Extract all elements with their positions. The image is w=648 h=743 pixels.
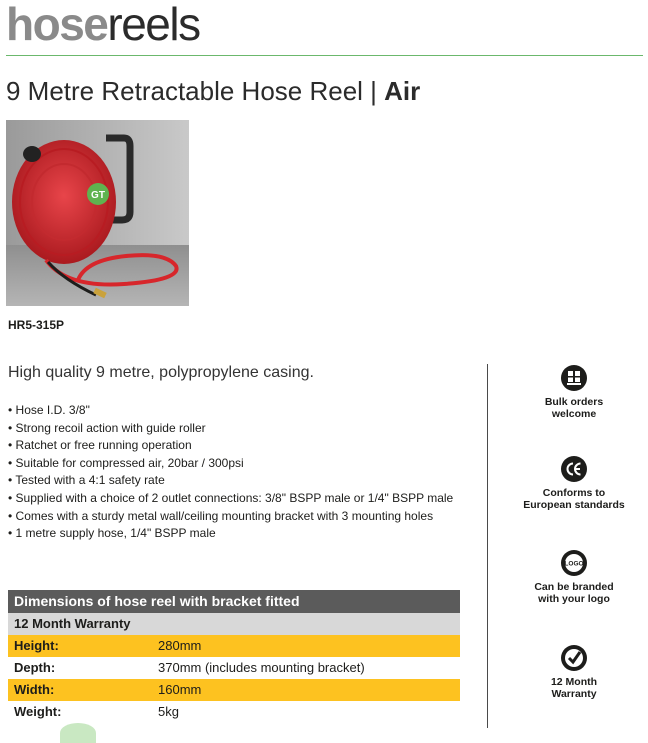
brand-part-hose: hose [6, 0, 108, 50]
brand-logo [6, 0, 200, 54]
brand-part-reels: reels [107, 0, 200, 50]
checkmark-badge-icon [560, 644, 588, 672]
list-item: • Suitable for compressed air, 20bar / 300psi [8, 455, 453, 473]
list-item: • 1 metre supply hose, 1/4" BSPP male [8, 525, 453, 543]
decorative-green-shape [60, 723, 96, 743]
ce-mark-icon [560, 455, 588, 483]
dimensions-table [8, 590, 460, 723]
list-item: • Ratchet or free running operation [8, 437, 453, 455]
feature-bulk-orders [500, 364, 648, 420]
list-item: • Strong recoil action with guide roller [8, 420, 453, 438]
feature-label: Can be branded with your logo [534, 581, 614, 605]
title-main: 9 Metre Retractable Hose Reel | [6, 76, 385, 106]
list-item: • Hose I.D. 3/8" [8, 402, 453, 420]
hose-reel-image [6, 120, 189, 306]
header-rule [6, 55, 643, 56]
table-row: Weight: 5kg [14, 704, 179, 719]
feature-label: Conforms to European standards [523, 487, 625, 511]
feature-warranty [500, 644, 648, 700]
table-row: Depth: 370mm (includes mounting bracket) [14, 660, 365, 675]
feature-branding [500, 549, 648, 605]
title-bold: Air [384, 76, 421, 106]
feature-label: 12 Month Warranty [550, 676, 598, 700]
feature-list [8, 402, 453, 543]
product-photo [6, 120, 189, 306]
page-title [6, 76, 420, 107]
feature-label: Bulk orders welcome [544, 396, 604, 420]
list-item: • Supplied with a choice of 2 outlet connections: 3/8" BSPP male or 1/4" BSPP male [8, 490, 453, 508]
dimensions-heading: Dimensions of hose reel with bracket fitted [8, 590, 460, 613]
warranty-row: 12 Month Warranty [8, 613, 460, 635]
product-sku: HR5-315P [8, 318, 65, 332]
svg-text:LOGO: LOGO [564, 560, 584, 568]
table-row: Height: 280mm [8, 635, 460, 657]
logo-branding-icon [560, 549, 588, 577]
column-divider [487, 364, 488, 728]
product-lead: High quality 9 metre, polypropylene casing. [8, 364, 314, 381]
table-row: Width: 160mm [8, 679, 460, 701]
list-item: • Tested with a 4:1 safety rate [8, 472, 453, 490]
pallet-icon [560, 364, 588, 392]
gt-badge-text: GT [91, 190, 105, 201]
list-item: • Comes with a sturdy metal wall/ceiling mounting bracket with 3 mounting holes [8, 508, 453, 526]
feature-ce [500, 455, 648, 511]
